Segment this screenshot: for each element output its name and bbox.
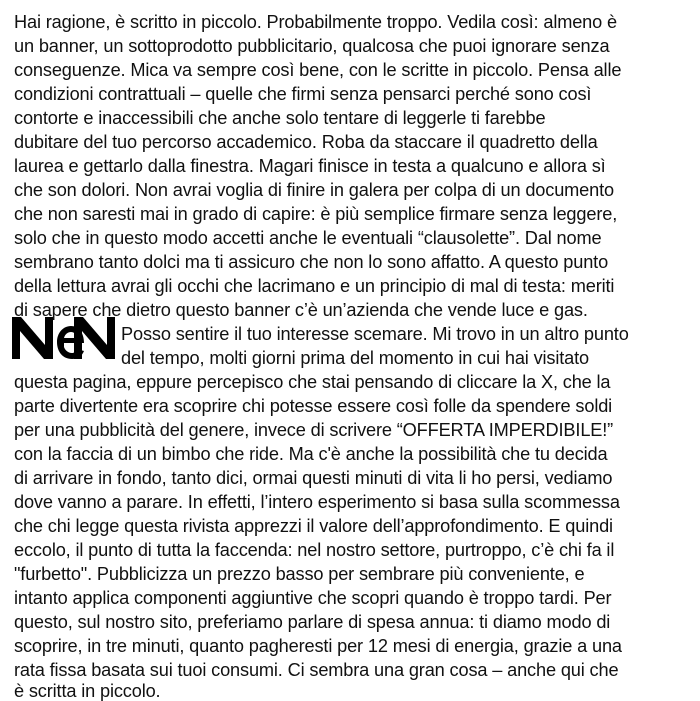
text-line: Hai ragione, è scritto in piccolo. Probabilmente troppo. Vedila così: almeno è: [14, 12, 617, 32]
text-line: scoprire, in tre minuti, quanto pagheresti per 12 mesi di energia, grazie a una: [14, 636, 622, 656]
nen-logo: [12, 317, 115, 359]
text-line: questo, sul nostro sito, preferiamo parlare di spesa annua: ti diamo modo di: [14, 612, 611, 632]
text-line: "furbetto". Pubblicizza un prezzo basso per sembrare più conveniente, e: [14, 564, 585, 584]
text-line: dubitare del tuo percorso accademico. Roba da staccare il quadretto della: [14, 132, 598, 152]
text-line: è scritta in piccolo.: [14, 681, 161, 701]
text-line: che son dolori. Non avrai voglia di finire in galera per colpa di un documento: [14, 180, 614, 200]
text-line: del tempo, molti giorni prima del momento in cui hai visitato: [121, 348, 589, 368]
text-line: contorte e inaccessibili che anche solo tentare di leggerle ti farebbe: [14, 108, 546, 128]
text-line: con la faccia di un bimbo che ride. Ma c'è anche la possibilità che tu decida: [14, 444, 608, 464]
text-line: laurea e gettarlo dalla finestra. Magari finisce in testa a qualcuno e allora sì: [14, 156, 606, 176]
text-line: intanto applica componenti aggiuntive che scopri quando è troppo tardi. Per: [14, 588, 612, 608]
text-line: della lettura avrai gli occhi che lacrimano e un principio di mal di testa: meriti: [14, 276, 615, 296]
text-line: dove vanno a parare. In effetti, l’intero esperimento si basa sulla scommessa: [14, 492, 620, 512]
text-line: parte divertente era scoprire chi potesse essere così folle da spendere soldi: [14, 396, 613, 416]
text-line: sembrano tanto dolci ma ti assicuro che non lo sono affatto. A questo punto: [14, 252, 609, 272]
text-line: conseguenze. Mica va sempre così bene, con le scritte in piccolo. Pensa alle: [14, 60, 622, 80]
text-line: questa pagina, eppure percepisco che stai pensando di cliccare la X, che la: [14, 372, 611, 392]
text-line: che chi legge questa rivista apprezzi il valore dell’approfondimento. E quindi: [14, 516, 613, 536]
text-line: di arrivare in fondo, tanto dici, ormai questi minuti di vita li ho persi, vediamo: [14, 468, 613, 488]
text-line: di sapere che dietro questo banner c’è un’azienda che vende luce e gas.: [14, 300, 588, 320]
text-line: rata fissa basata sui tuoi consumi. Ci sembra una gran cosa – anche qui che: [14, 660, 619, 680]
text-line: eccolo, il punto di tutta la faccenda: nel nostro settore, purtroppo, c’è chi fa il: [14, 540, 615, 560]
text-line: Posso sentire il tuo interesse scemare. Mi trovo in un altro punto: [121, 324, 629, 344]
text-line: condizioni contrattuali – quelle che firmi senza pensarci perché sono così: [14, 84, 592, 104]
text-line: per una pubblicità del genere, invece di scrivere “OFFERTA IMPERDIBILE!”: [14, 420, 614, 440]
text-line: un banner, un sottoprodotto pubblicitario, qualcosa che puoi ignorare senza: [14, 36, 610, 56]
text-line: che non saresti mai in grado di capire: è più semplice firmare senza leggere,: [14, 204, 618, 224]
text-line: solo che in questo modo accetti anche le eventuali “clausolette”. Dal nome: [14, 228, 602, 248]
